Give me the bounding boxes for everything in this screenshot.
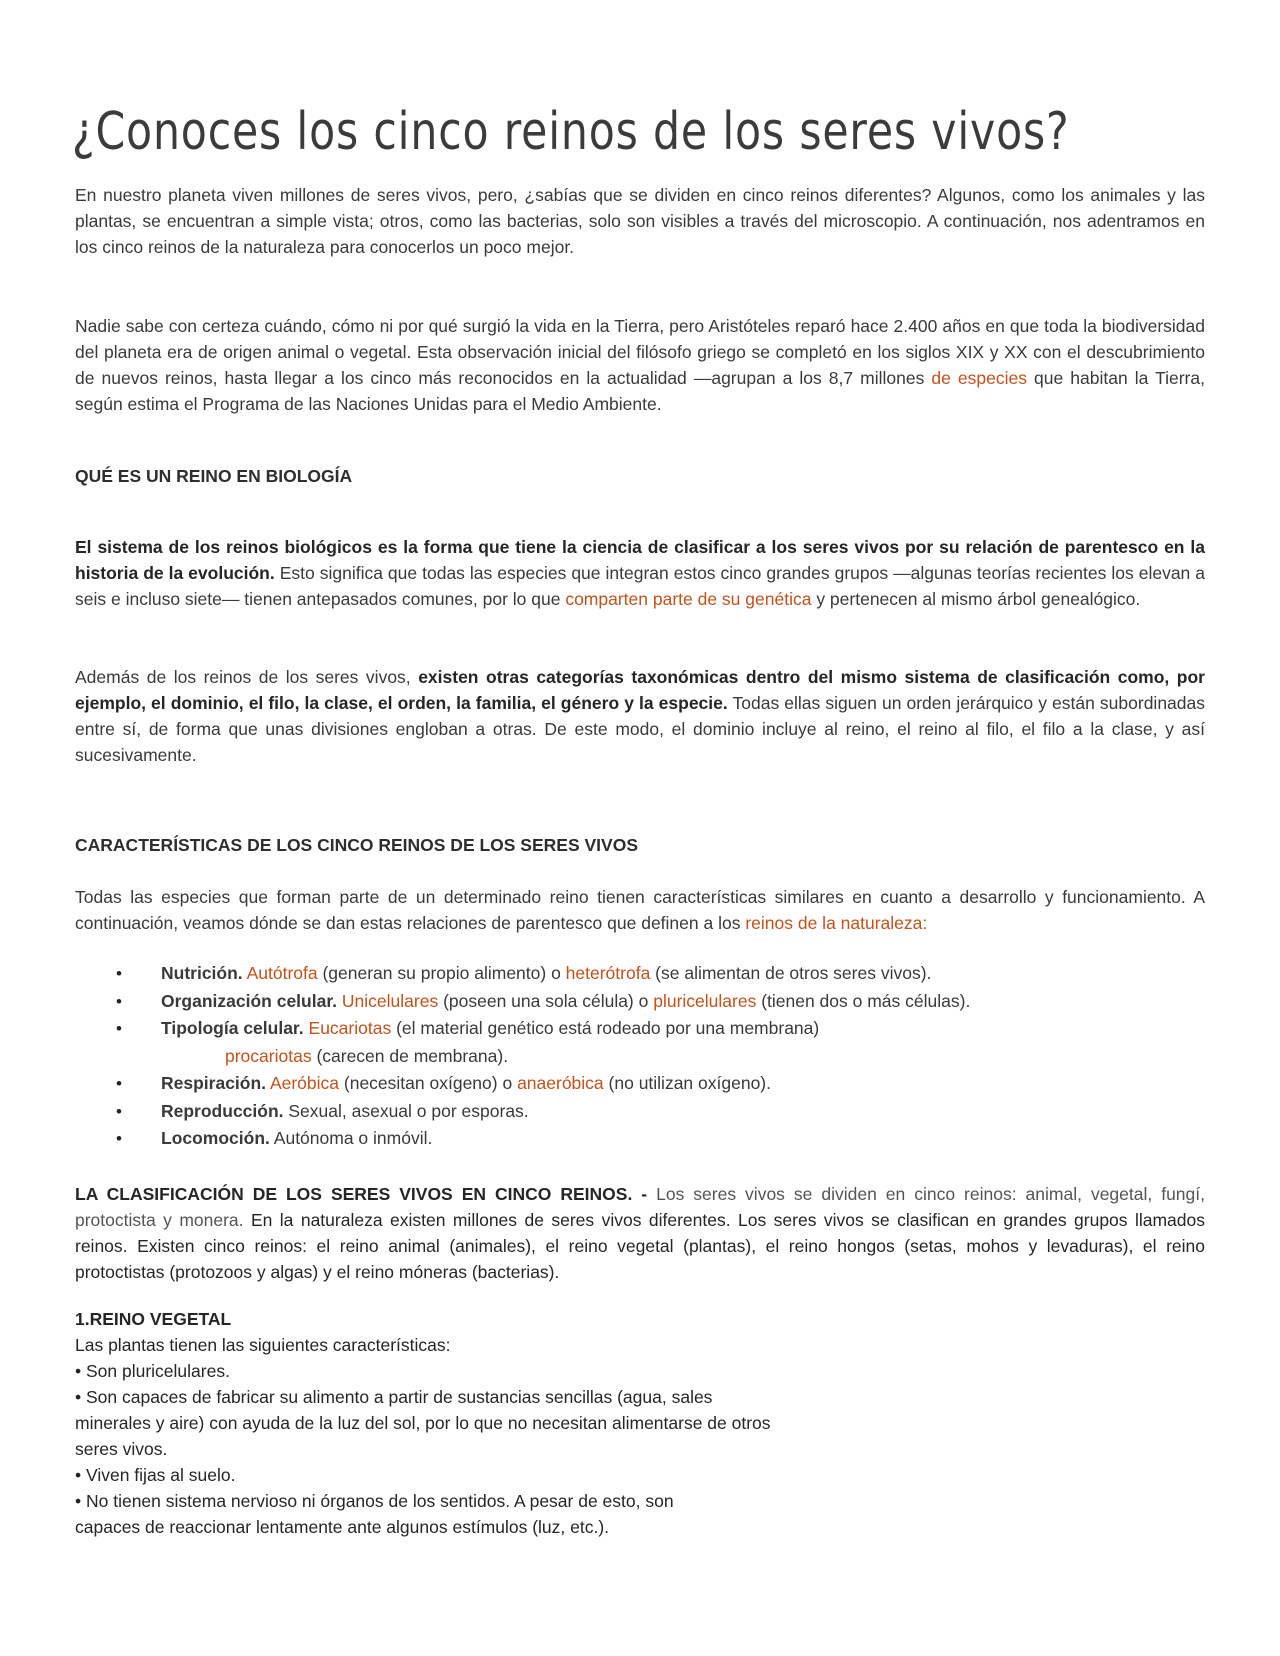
features-list-wrapper xyxy=(75,960,1205,1153)
reino-vegetal-intro: Las plantas tienen las siguientes características: xyxy=(75,1335,451,1355)
item-text: Sexual, asexual o por esporas. xyxy=(283,1100,529,1121)
item-label: Nutrición. xyxy=(161,963,243,983)
list-item-locomocion xyxy=(75,1125,1205,1153)
unicelulares-link[interactable]: Unicelulares xyxy=(341,990,439,1011)
reino-vegetal-section xyxy=(75,1306,1205,1540)
caracteristicas-text: Todas las especies que forman parte de un determinado reino tienen características similares en cuanto a desarrollo y funcionamiento. A continuación, veamos dónde se dan estas relaciones de parentesco que definen a los xyxy=(75,887,1205,933)
item-label: Locomoción. xyxy=(161,1128,270,1148)
especies-link[interactable]: de especies xyxy=(931,368,1027,388)
bullet-icon: • xyxy=(116,964,122,983)
item-text: (no utilizan oxígeno). xyxy=(603,1073,771,1093)
item-text: (carecen de membrana). xyxy=(311,1045,509,1066)
section-heading-reino: QUÉ ES UN REINO EN BIOLOGÍA xyxy=(75,466,353,486)
classification-bold: LA CLASIFICACIÓN DE LOS SERES VIVOS EN CINCO REINOS. - xyxy=(75,1184,648,1204)
anaerobica-link[interactable]: anaeróbica xyxy=(517,1073,604,1093)
reinos-naturaleza-link[interactable]: reinos de la naturaleza: xyxy=(745,913,928,933)
item-text: (generan su propio alimento) o xyxy=(317,963,566,983)
history-paragraph xyxy=(75,313,1205,417)
bullet-icon: • xyxy=(116,1074,122,1093)
section-heading-caracteristicas: CARACTERÍSTICAS DE LOS CINCO REINOS DE LOS SERES VIVOS xyxy=(75,835,638,855)
reino-definition-bold: El sistema de los reinos biológicos es la forma que tiene la ciencia de clasificar a los seres vivos por su relación de parentesco en la historia de la evolución. xyxy=(75,537,1205,583)
list-item: • No tienen sistema nervioso ni órganos de los sentidos. A pesar de esto, son capaces de reaccionar lentamente ante algunos estímulos (luz, etc.). xyxy=(75,1491,674,1537)
list-item-nutricion xyxy=(75,960,1205,988)
list-item: • Viven fijas al suelo. xyxy=(75,1465,236,1485)
bullet-icon: • xyxy=(116,991,122,1011)
list-item: • Son pluricelulares. xyxy=(75,1361,230,1381)
bullet-icon: • xyxy=(116,1129,122,1148)
history-text: Nadie sabe con certeza cuándo, cómo ni por qué surgió la vida en la Tierra, pero Aristóteles reparó hace 2.400 años en que toda la biodiversidad del planeta era de origen animal o vegetal. Esta observación inicial del filósofo griego se completó en los siglos XIX y XX con el descubrimiento de nuevos reinos, hasta llegar a los cinco más reconocidos en la actualidad —agrupan a los 8,7 millones xyxy=(75,316,1205,388)
reino-definition-end: y pertenecen al mismo árbol genealógico. xyxy=(811,589,1141,609)
reino-definition-text: Esto significa que todas las especies que integran estos cinco grandes grupos —algunas teorías recientes los elevan a seis e incluso siete— tienen antepasados comunes, por lo que xyxy=(75,563,1205,609)
genetica-link[interactable]: comparten parte de su genética xyxy=(565,589,812,609)
autotrofa-link[interactable]: Autótrofa xyxy=(246,963,318,983)
classification-light-text: Los seres vivos se dividen en cinco reinos: animal, vegetal, fungí, protoctista y monera. xyxy=(75,1184,1205,1230)
item-label: Tipología celular. xyxy=(161,1018,304,1038)
reino-definition-paragraph xyxy=(75,534,1205,612)
item-text: Autónoma o inmóvil. xyxy=(269,1128,433,1148)
list-item-reproduccion xyxy=(75,1098,1205,1126)
taxonomy-bold: existen otras categorías taxonómicas dentro del mismo sistema de clasificación como, por ejemplo, el dominio, el filo, la clase, el orden, la familia, el género y la especie. xyxy=(75,667,1205,713)
features-list xyxy=(75,960,1205,1153)
classification-text: En la naturaleza existen millones de seres vivos diferentes. Los seres vivos se clasifican en grandes grupos llamados reinos. Existen cinco reinos: el reino animal (animales), el reino vegetal (plantas), el reino hongos (setas, mohos y levaduras), el reino protoctistas (protozoos y algas) y el reino móneras (bacterias). xyxy=(75,1210,1205,1282)
item-text: (poseen una sola célula) o xyxy=(438,990,654,1011)
list-item: • Son capaces de fabricar su alimento a partir de sustancias sencillas (agua, sales minerales y aire) con ayuda de la luz del sol, por lo que no necesitan alimentarse de otros seres vivos. xyxy=(75,1387,771,1459)
aerobica-link[interactable]: Aeróbica xyxy=(269,1073,340,1093)
intro-paragraph: En nuestro planeta viven millones de seres vivos, pero, ¿sabías que se dividen en cinco reinos diferentes? Algunos, como los animales y las plantas, se encuentran a simple vista; otros, como las bacterias, solo son visibles a través del microscopio. A continuación, nos adentramos en los cinco reinos de la naturaleza para conocerlos un poco mejor. xyxy=(75,185,1205,257)
procariotas-link[interactable]: procariotas xyxy=(225,1045,312,1066)
list-item-organizacion xyxy=(75,988,1205,1016)
heterotrofa-link[interactable]: heterótrofa xyxy=(565,963,651,983)
item-text: (necesitan oxígeno) o xyxy=(339,1073,518,1093)
taxonomy-text-end: Todas ellas siguen un orden jerárquico y están subordinadas entre sí, de forma que unas divisiones engloban a otras. De este modo, el dominio incluye al reino, el reino al filo, el filo a la clase, y así sucesivamente. xyxy=(75,693,1205,765)
reino-vegetal-heading: 1.REINO VEGETAL xyxy=(75,1309,232,1329)
item-label: Reproducción. xyxy=(161,1100,284,1121)
bullet-icon: • xyxy=(116,1101,122,1121)
list-item-respiracion xyxy=(75,1070,1205,1098)
eucariotas-link[interactable]: Eucariotas xyxy=(308,1018,392,1038)
item-label: Organización celular. xyxy=(161,990,338,1011)
classification-paragraph xyxy=(75,1181,1205,1285)
item-text: (el material genético está rodeado por una membrana) xyxy=(391,1018,820,1038)
pluricelulares-link[interactable]: pluricelulares xyxy=(653,990,757,1011)
taxonomy-text: Además de los reinos de los seres vivos, xyxy=(75,667,419,687)
item-label: Respiración. xyxy=(161,1073,267,1093)
item-text: (se alimentan de otros seres vivos). xyxy=(650,963,932,983)
page-title: ¿Conoces los cinco reinos de los seres vivos? xyxy=(72,102,1070,162)
history-text-end: que habitan la Tierra, según estima el Programa de las Naciones Unidas para el Medio Ambiente. xyxy=(75,368,1205,414)
item-text: (tienen dos o más células). xyxy=(756,990,971,1011)
taxonomy-paragraph xyxy=(75,664,1205,768)
list-item-tipologia xyxy=(75,1015,1205,1070)
caracteristicas-paragraph xyxy=(75,884,1205,936)
bullet-icon: • xyxy=(116,1019,122,1038)
